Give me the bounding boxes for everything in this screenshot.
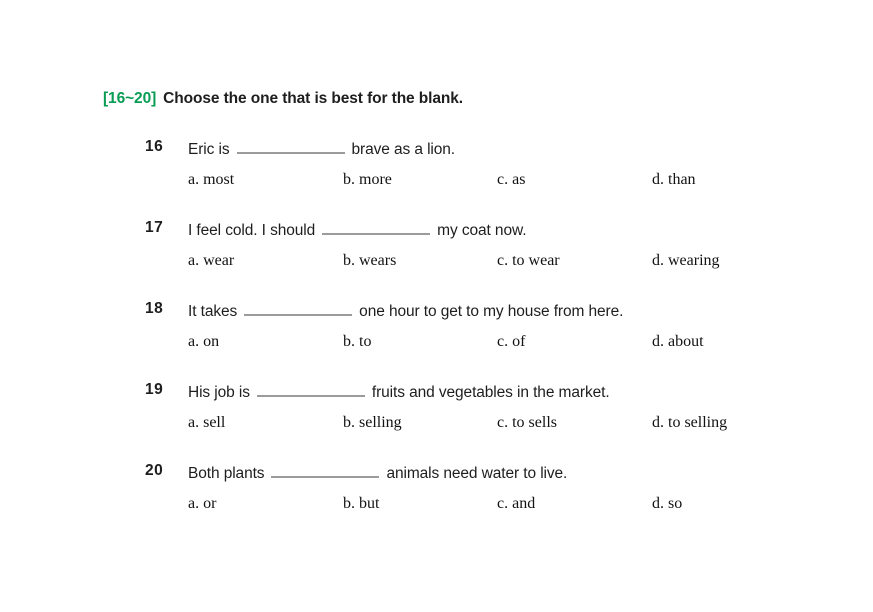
question-16 [0,138,873,198]
question-text-after: animals need water to live. [386,465,568,482]
option-b: b. wears [343,252,397,269]
question-text-after: one hour to get to my house from here. [359,303,624,320]
question-17 [0,219,873,279]
blank-line [244,300,352,316]
option-a: a. sell [188,414,226,431]
option-c: c. of [497,333,526,350]
option-d: d. to selling [652,414,728,431]
question-text-before: Both plants [188,465,265,482]
question-number: 18 [145,300,164,317]
question-text-before: Eric is [188,141,230,158]
option-a: a. wear [188,252,235,269]
question-number: 16 [145,138,164,155]
option-b: b. more [343,171,392,188]
blank-line [322,219,430,235]
option-c: c. to sells [497,414,557,431]
option-d: d. so [652,495,683,512]
section-header [103,90,463,108]
question-text [188,462,567,483]
option-a: a. or [188,495,217,512]
options-row [188,495,828,517]
option-c: c. as [497,171,526,188]
question-text-after: fruits and vegetables in the market. [371,384,610,401]
question-text-before: I feel cold. I should [188,222,316,239]
option-b: b. but [343,495,380,512]
question-19 [0,381,873,441]
option-a: a. most [188,171,235,188]
instruction-text: Choose the one that is best for the blank. [163,90,463,107]
question-text-before: His job is [188,384,250,401]
question-number: 17 [145,219,164,236]
question-text [188,138,455,159]
option-d: d. than [652,171,696,188]
blank-line [237,138,345,154]
question-text [188,381,610,402]
option-d: d. wearing [652,252,720,269]
blank-line [257,381,365,397]
options-row [188,333,828,355]
option-d: d. about [652,333,704,350]
option-c: c. and [497,495,536,512]
question-18 [0,300,873,360]
question-text-after: my coat now. [437,222,527,239]
question-range-label: [16~20] [103,90,157,107]
options-row [188,171,828,193]
option-c: c. to wear [497,252,560,269]
question-number: 19 [145,381,164,398]
question-20 [0,462,873,522]
option-a: a. on [188,333,220,350]
question-text [188,219,526,240]
option-b: b. to [343,333,372,350]
question-number: 20 [145,462,164,479]
options-row [188,252,828,274]
option-b: b. selling [343,414,402,431]
options-row [188,414,828,436]
question-text [188,300,623,321]
question-text-after: brave as a lion. [351,141,456,158]
question-text-before: It takes [188,303,238,320]
blank-line [271,462,379,478]
